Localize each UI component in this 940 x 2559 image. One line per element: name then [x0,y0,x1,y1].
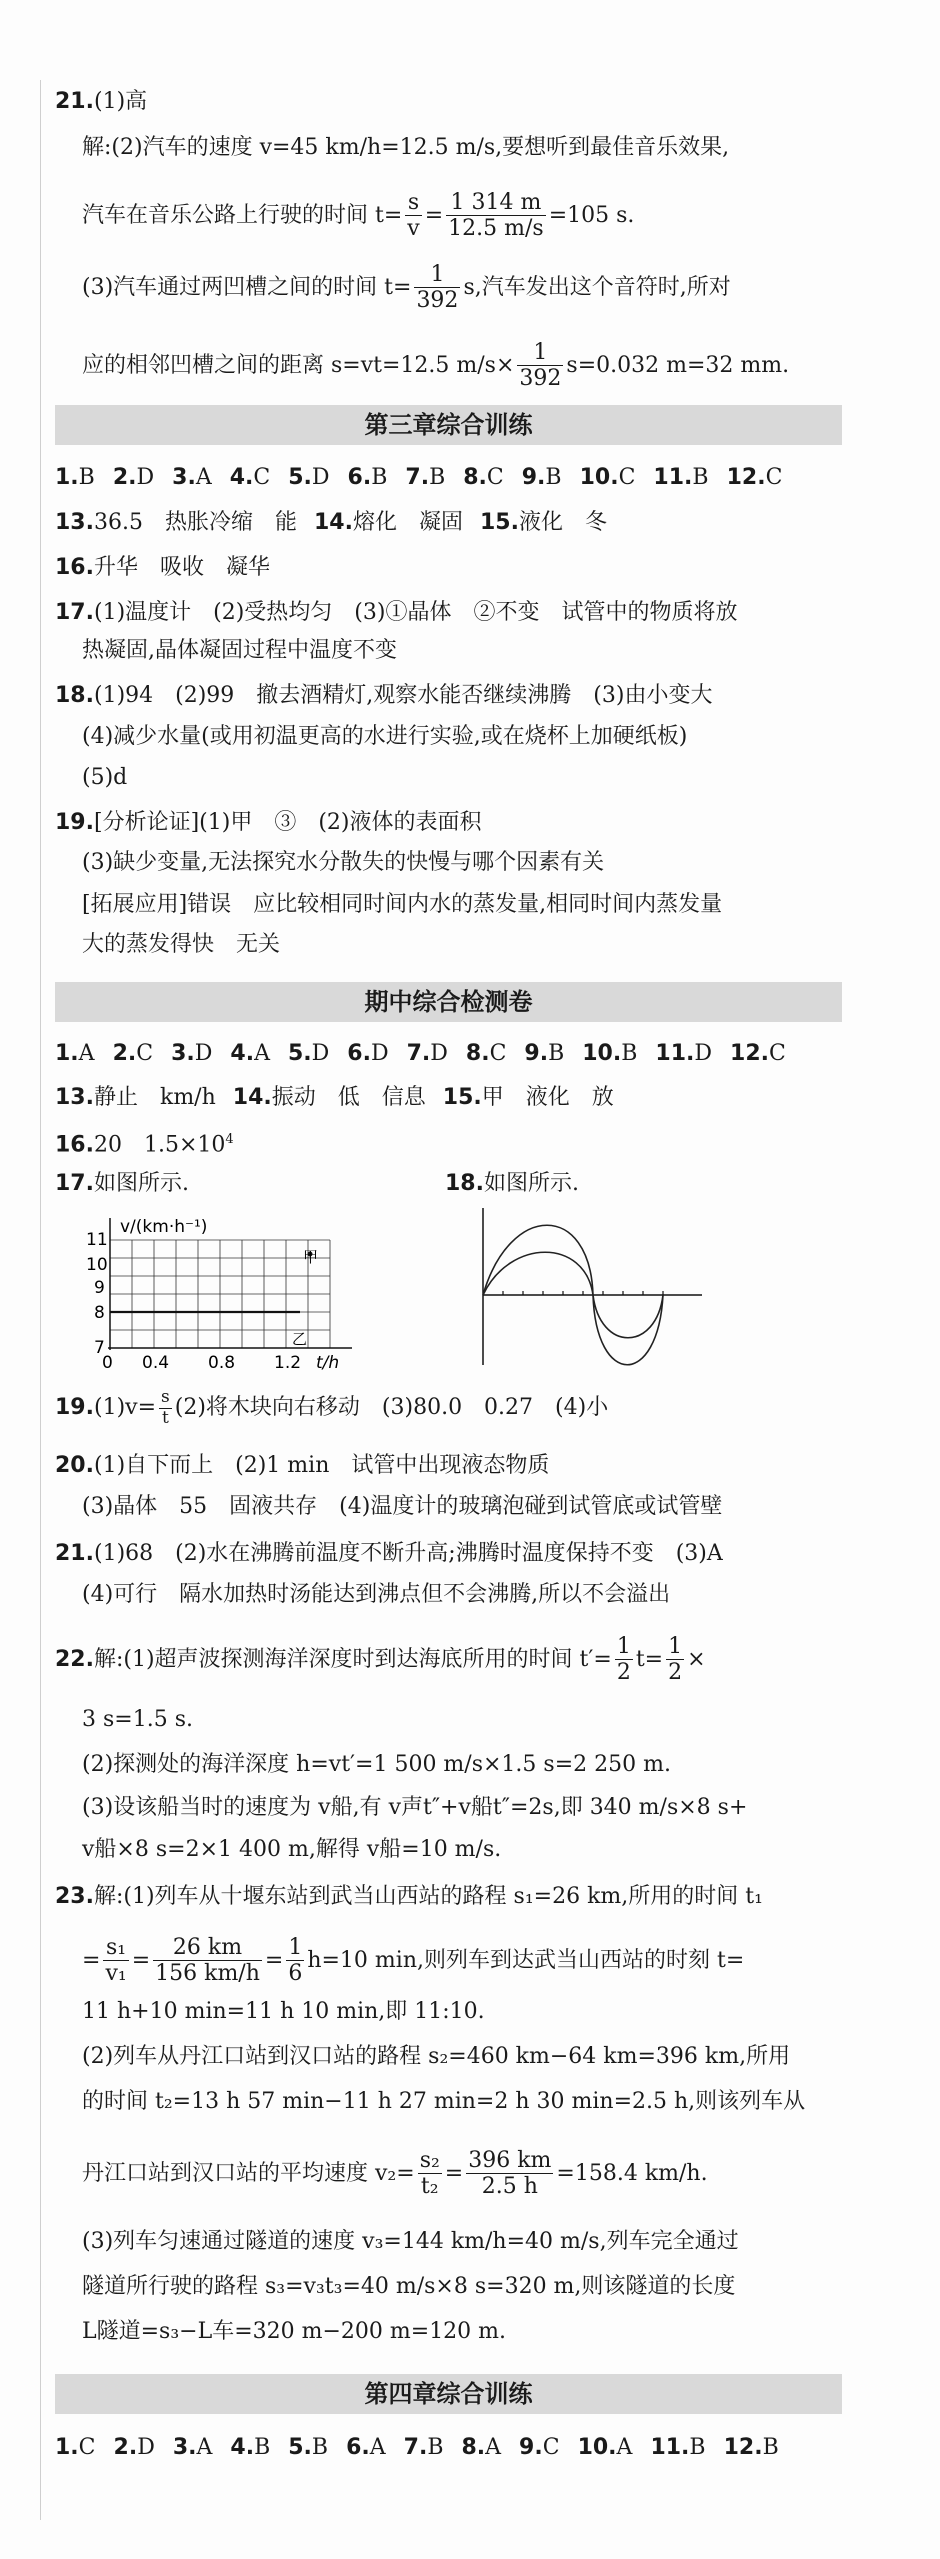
mc-number: 11. [655,1041,695,1066]
answer-text: (1)94 (2)99 撤去酒精灯,观察水能否继续沸腾 (3)由小变大 [93,683,713,708]
mid-q23a [55,1877,855,1917]
mc-number: 8. [461,2435,486,2460]
denominator: 6 [288,1961,303,1987]
mid-q19 [55,1388,855,1428]
mc-answers [55,1041,786,1066]
numerator: 1 [517,340,563,366]
answer-text: (2)将木块向右移动 (3)80.0 0.27 (4)小 [174,1395,609,1421]
numerator: 1 [414,262,460,288]
mid-q20b: (3)晶体 55 固液共存 (4)温度计的玻璃泡碰到试管底或试管壁 [82,1494,723,1519]
mc-number: 4. [229,465,254,490]
mc-number: 9. [519,2435,543,2460]
denominator: 12.5 m/s [448,216,544,242]
x-tick: 0.8 [208,1353,236,1370]
fraction [466,2148,553,2200]
fraction [414,262,460,314]
mc-answer: D [370,1041,389,1066]
answer-text: 20 1.5×10 [93,1132,226,1158]
mc-number: 2. [112,1041,137,1066]
ch3-q18a [55,676,855,716]
mc-number: 12. [723,2435,763,2460]
question-number: 14. [232,1085,272,1110]
question-number: 21. [55,1541,94,1566]
question-number: 22. [55,1646,94,1672]
fraction [615,1634,633,1686]
mc-answer: B [429,465,446,490]
q21-line4 [82,262,882,314]
mid-q23d: (2)列车从丹江口站到汉口站的路程 s₂=460 km−64 km=396 km,所用 [82,2044,791,2069]
mc-number: 11. [650,2435,690,2460]
q21-head [55,82,855,122]
mc-answer: A [616,2435,633,2460]
mc-answer: A [485,2435,502,2460]
mid-q23f [82,2148,882,2200]
mc-answer: C [489,1041,507,1066]
text: 汽车在音乐公路上行驶的时间 t= [82,202,403,228]
numerator: 26 km [153,1935,262,1961]
series-label-jia: 甲 [303,1248,319,1266]
answer-text: = [131,1947,151,1973]
mc-answers [55,2435,779,2460]
question-number: 19. [55,810,94,835]
ch3-mc-row [55,458,855,498]
answer-text: = [264,1947,284,1973]
mid-q23e: 的时间 t₂=13 h 57 min−11 h 27 min=2 h 30 min=2.5 h,则该列车从 [82,2089,806,2114]
answer-text: × [687,1646,706,1672]
mc-answer: C [486,465,504,490]
section-title: 第四章综合训练 [364,2380,533,2408]
mid-q21a [55,1534,855,1574]
mc-answer: A [78,1041,95,1066]
text: (3)汽车通过两凹槽之间的时间 t= [82,274,412,300]
question-number: 15. [479,510,519,535]
mid-q13-15 [55,1078,855,1118]
fraction [666,1634,684,1686]
answer-text: 甲 液化 放 [481,1085,614,1110]
mc-answer: A [196,2435,213,2460]
fraction [405,190,421,242]
mc-number: 1. [55,465,79,490]
answer-text: 振动 低 信息 [271,1085,426,1110]
denominator: t₂ [420,2174,439,2200]
question-number: 17. [55,600,94,625]
answer-text: 如图所示. [483,1171,579,1196]
section-header-ch4 [55,2374,842,2414]
mc-number: 7. [406,1041,431,1066]
question-number: 17. [55,1171,94,1196]
ch3-q19a [55,803,855,843]
denominator: 392 [416,288,459,314]
answer-text: = [444,2160,464,2186]
numerator: s [405,190,421,216]
mc-number: 8. [465,1041,490,1066]
question-number: 23. [55,1884,94,1909]
text: 应的相邻凹槽之间的距离 s=vt=12.5 m/s× [82,352,515,378]
question-number: 16. [55,1132,94,1158]
mid-q22b: 3 s=1.5 s. [82,1707,193,1732]
text: = [424,202,444,228]
mid-q22a [55,1634,855,1686]
question-number: 20. [55,1453,94,1478]
ch3-q19d: 大的蒸发得快 无关 [82,932,281,957]
mc-answer: D [137,2435,155,2460]
fraction [418,2148,442,2200]
mid-q23i: L隧道=s₃−L车=320 m−200 m=120 m. [82,2319,507,2344]
ch3-q18c: (5)d [82,765,128,790]
mid-q23h: 隧道所行驶的路程 s₃=v₃t₃=40 m/s×8 s=320 m,则该隧道的长度 [82,2274,736,2299]
y-axis-label: v/(km·h⁻¹) [120,1217,208,1237]
mid-mc-row [55,1034,855,1074]
mid-q20a [55,1446,855,1486]
answer-text: h=10 min,则列车到达武当山西站的时刻 t= [307,1947,745,1973]
mc-answer: B [427,2435,444,2460]
mc-number: 6. [347,465,372,490]
mid-q23b [82,1935,882,1987]
ch3-q13-15 [55,503,855,543]
mc-answer: C [769,1041,786,1066]
denominator: 2.5 h [481,2174,538,2200]
mc-number: 3. [171,1041,195,1066]
section-title: 第三章综合训练 [364,411,533,439]
mc-number: 10. [582,1041,622,1066]
q21-line5 [82,340,882,392]
margin-rule [40,80,41,2520]
q21-line2: 解:(2)汽车的速度 v=45 km/h=12.5 m/s,要想听到最佳音乐效果, [82,135,730,160]
mc-number: 6. [347,1041,371,1066]
denominator: 2 [668,1660,683,1686]
answer-text: = [82,1947,101,1973]
ch3-q17b: 热凝固,晶体凝固过程中温度不变 [82,638,397,663]
mc-number: 5. [288,465,312,490]
question-number: 15. [442,1085,482,1110]
y-tick: 7 [94,1338,105,1358]
y-tick: 8 [94,1303,105,1323]
x-axis-label: t/h [316,1353,340,1370]
text: =105 s. [548,202,635,228]
answer-text: 解:(1)列车从十堰东站到武当山西站的路程 s₁=26 km,所用的时间 t₁ [93,1884,763,1909]
denominator: 2 [616,1660,631,1686]
mc-number: 10. [577,2435,617,2460]
waveform-graph [470,1200,710,1375]
denominator: v₁ [105,1961,127,1987]
mid-q22e: v船×8 s=2×1 400 m,解得 v船=10 m/s. [82,1837,502,1862]
mc-number: 3. [172,2435,197,2460]
numerator: 1 [616,1634,631,1659]
mc-answer: C [542,2435,560,2460]
numerator: 1 314 m [446,190,546,216]
fraction [153,1935,262,1987]
mc-number: 7. [405,465,430,490]
mid-q17 [55,1164,355,1204]
ch3-q19c: [拓展应用]错误 应比较相同时间内水的蒸发量,相同时间内蒸发量 [82,892,723,917]
mc-answer: B [692,465,709,490]
mc-answer: A [254,1041,270,1066]
numerator: 1 [668,1634,683,1659]
mc-answer: A [195,465,212,490]
answer-text: 如图所示. [93,1171,189,1196]
mc-number: 9. [521,465,546,490]
mc-number: 3. [172,465,196,490]
fraction [286,1935,304,1987]
velocity-time-graph [70,1210,360,1370]
denominator: 156 km/h [155,1961,260,1987]
question-number: 14. [313,510,353,535]
question-number: 13. [55,1085,94,1110]
answer-text: 丹江口站到汉口站的平均速度 v₂= [82,2160,415,2186]
ch3-q16 [55,548,855,588]
answer-text: 液化 冬 [518,510,607,535]
mc-number: 7. [403,2435,428,2460]
mc-number: 11. [653,465,693,490]
numerator: s₂ [419,2148,440,2173]
mc-answer: C [765,465,783,490]
mc-number: 1. [55,1041,79,1066]
exponent: 4 [225,1132,234,1147]
numerator: 396 km [468,2148,552,2173]
mc-answer: D [694,1041,713,1066]
mc-answer: C [253,465,271,490]
mid-q16 [55,1120,855,1165]
question-number: 13. [55,510,94,535]
mc-number: 9. [524,1041,549,1066]
mc-number: 12. [730,1041,770,1066]
mc-answer: D [194,1041,213,1066]
question-number: 19. [55,1395,94,1421]
answer-text: 静止 km/h [93,1085,216,1110]
question-number: 21. [55,89,94,114]
answer-text: =158.4 km/h. [556,2160,708,2186]
question-number: 18. [55,683,94,708]
y-tick: 10 [86,1255,108,1275]
numerator: s₁ [103,1935,128,1961]
ch4-mc-row [55,2428,855,2468]
mc-answer: D [136,465,155,490]
answer-text: [分析论证](1)甲 ③ (2)液体的表面积 [93,810,482,835]
mc-number: 6. [346,2435,370,2460]
mc-number: 5. [287,1041,312,1066]
answer-text: 升华 吸收 凝华 [93,555,270,580]
mid-q22d: (3)设该船当时的速度为 v船,有 v声t″+v船t″=2s,即 340 m/s×8 s+ [82,1795,748,1820]
mc-answer: B [545,465,562,490]
ch3-q19b: (3)缺少变量,无法探究水分散失的快慢与哪个因素有关 [82,850,605,875]
mc-answer: B [762,2435,779,2460]
answer-text: 熔化 凝固 [352,510,463,535]
x-tick: 0.4 [142,1353,170,1370]
answer-text: (1)自下而上 (2)1 min 试管中出现液态物质 [93,1453,550,1478]
mc-answer: B [78,465,95,490]
x-tick: 1.2 [274,1353,302,1370]
text: s=0.032 m=32 mm. [566,352,790,378]
section-title: 期中综合检测卷 [364,988,533,1016]
mc-number: 4. [230,2435,255,2460]
denominator: 392 [519,366,562,392]
mc-number: 2. [113,2435,138,2460]
mc-answer: B [371,465,388,490]
mid-q18 [445,1164,745,1204]
mid-q21b: (4)可行 隔水加热时汤能达到沸点但不会沸腾,所以不会溢出 [82,1582,671,1607]
mid-q22c: (2)探测处的海洋深度 h=vt′=1 500 m/s×1.5 s=2 250 m. [82,1752,671,1777]
mc-answer: C [618,465,636,490]
mc-answer: D [311,1041,330,1066]
y-tick: 9 [94,1278,105,1298]
q21-line3 [82,190,882,242]
question-number: 16. [55,555,94,580]
mid-q23c: 11 h+10 min=11 h 10 min,即 11:10. [82,1999,485,2024]
mc-answer: B [621,1041,638,1066]
mc-number: 2. [112,465,137,490]
y-tick: 11 [86,1230,108,1250]
answer-text: (1)68 (2)水在沸腾前温度不断升高;沸腾时温度保持不变 (3)A [93,1541,723,1566]
answer-text: (1)高 [93,89,148,114]
mc-answer: B [254,2435,271,2460]
mc-answers [55,465,782,490]
section-header-midterm [55,982,842,1022]
answer-text: 36.5 热胀冷缩 能 [93,510,297,535]
mc-answer: D [430,1041,448,1066]
answer-text: 解:(1)超声波探测海洋深度时到达海底所用的时间 t′= [93,1646,612,1672]
mc-answer: A [369,2435,386,2460]
mc-answer: B [548,1041,565,1066]
x-tick: 0 [102,1353,113,1370]
answer-text: t= [635,1646,664,1672]
mc-answer: B [311,2435,329,2460]
mc-answer: B [689,2435,706,2460]
mc-number: 8. [463,465,487,490]
mc-number: 4. [230,1041,255,1066]
numerator: s [161,1387,170,1407]
denominator: v [407,216,420,242]
mc-answer: D [311,465,330,490]
ch3-q18b: (4)减少水量(或用初温更高的水进行实验,或在烧杯上加硬纸板) [82,724,688,749]
question-number: 18. [445,1171,484,1196]
mc-number: 12. [726,465,766,490]
section-header-ch3 [55,405,842,445]
numerator: 1 [288,1935,303,1960]
mid-q23g: (3)列车匀速通过隧道的速度 v₃=144 km/h=40 m/s,列车完全通过 [82,2229,739,2254]
mc-number: 5. [288,2435,312,2460]
answer-text: (1)v= [93,1395,157,1421]
fraction [446,190,546,242]
mc-number: 10. [579,465,619,490]
fraction [103,1935,128,1987]
fraction [517,340,563,392]
mc-answer: C [136,1041,154,1066]
fraction [159,1388,172,1428]
series-label-yi: 乙 [292,1330,308,1348]
answer-text: (1)温度计 (2)受热均匀 (3)①晶体 ②不变 试管中的物质将放 [93,600,738,625]
text: s,汽车发出这个音符时,所对 [463,274,731,300]
mc-number: 1. [55,2435,79,2460]
denominator: t [161,1407,169,1428]
mc-answer: C [78,2435,96,2460]
ch3-q17a [55,593,855,633]
